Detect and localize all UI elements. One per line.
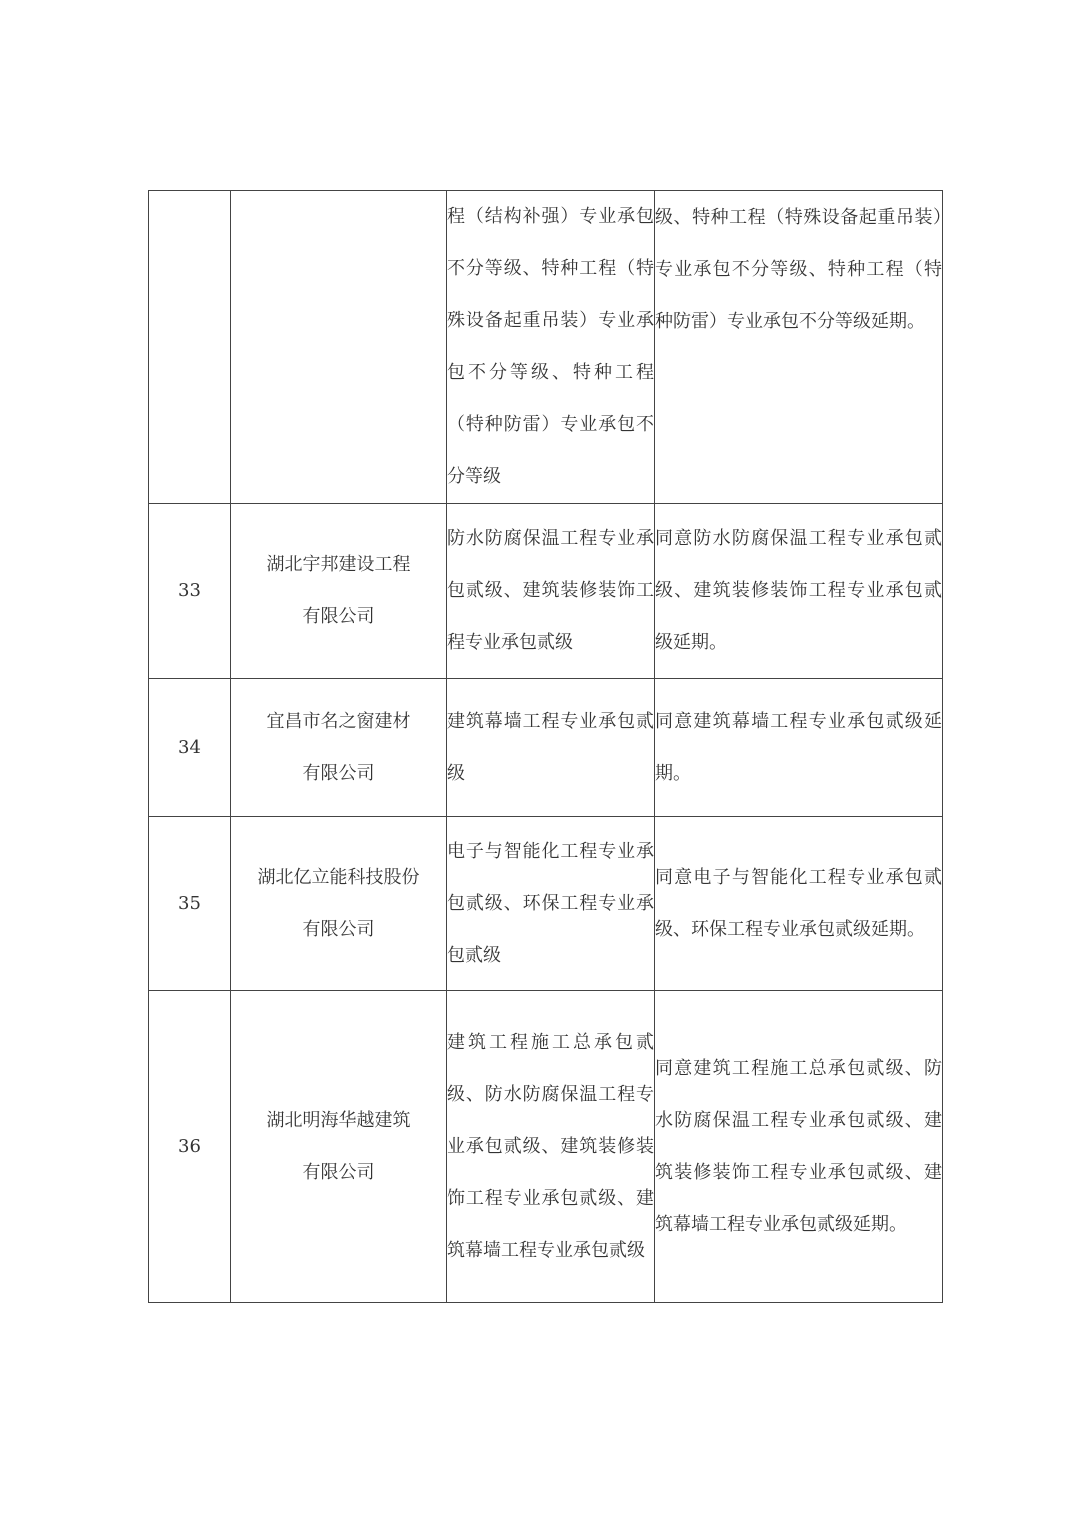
company-name-line: 湖北明海华越建筑 xyxy=(266,1109,411,1131)
row-number: 35 xyxy=(149,817,231,991)
review-result: 同意防水防腐保温工程专业承包贰级、建筑装修装饰工程专业承包贰级延期。 xyxy=(655,504,943,679)
company-name-line: 宜昌市名之窗建材 xyxy=(266,710,411,732)
table-row xyxy=(149,991,943,1303)
table-row xyxy=(149,817,943,991)
company-name-line: 有限公司 xyxy=(302,606,375,627)
company-name xyxy=(231,504,447,679)
company-name-line: 有限公司 xyxy=(302,762,375,784)
row-number xyxy=(149,191,231,504)
table-row xyxy=(149,679,943,817)
table-row xyxy=(149,191,943,504)
company-name xyxy=(231,817,447,991)
row-number: 33 xyxy=(149,504,231,679)
qualification-scope: 防水防腐保温工程专业承包贰级、建筑装修装饰工程专业承包贰级 xyxy=(447,504,655,679)
review-result: 级、特种工程（特殊设备起重吊装）专业承包不分等级、特种工程（特种防雷）专业承包不分等级延期。 xyxy=(655,191,943,504)
review-result: 同意建筑工程施工总承包贰级、防水防腐保温工程专业承包贰级、建筑装修装饰工程专业承包贰级、建筑幕墙工程专业承包贰级延期。 xyxy=(655,991,943,1303)
company-name xyxy=(231,191,447,504)
qualification-scope: 建筑幕墙工程专业承包贰级 xyxy=(447,679,655,817)
review-result: 同意建筑幕墙工程专业承包贰级延期。 xyxy=(655,679,943,817)
review-result: 同意电子与智能化工程专业承包贰级、环保工程专业承包贰级延期。 xyxy=(655,817,943,991)
company-name xyxy=(231,679,447,817)
qualification-scope: 建筑工程施工总承包贰级、防水防腐保温工程专业承包贰级、建筑装修装饰工程专业承包贰级、建筑幕墙工程专业承包贰级 xyxy=(447,991,655,1303)
qualification-table xyxy=(148,190,943,1303)
company-name-line: 湖北宇邦建设工程 xyxy=(266,554,411,575)
qualification-scope: 电子与智能化工程专业承包贰级、环保工程专业承包贰级 xyxy=(447,817,655,991)
row-number: 36 xyxy=(149,991,231,1303)
company-name-line: 有限公司 xyxy=(302,918,375,940)
company-name xyxy=(231,991,447,1303)
company-name-line: 湖北亿立能科技股份 xyxy=(257,866,420,888)
table-row xyxy=(149,504,943,679)
company-name-line: 有限公司 xyxy=(302,1161,375,1183)
qualification-scope: 程（结构补强）专业承包不分等级、特种工程（特殊设备起重吊装）专业承包不分等级、特种工程（特种防雷）专业承包不分等级 xyxy=(447,191,655,504)
row-number: 34 xyxy=(149,679,231,817)
